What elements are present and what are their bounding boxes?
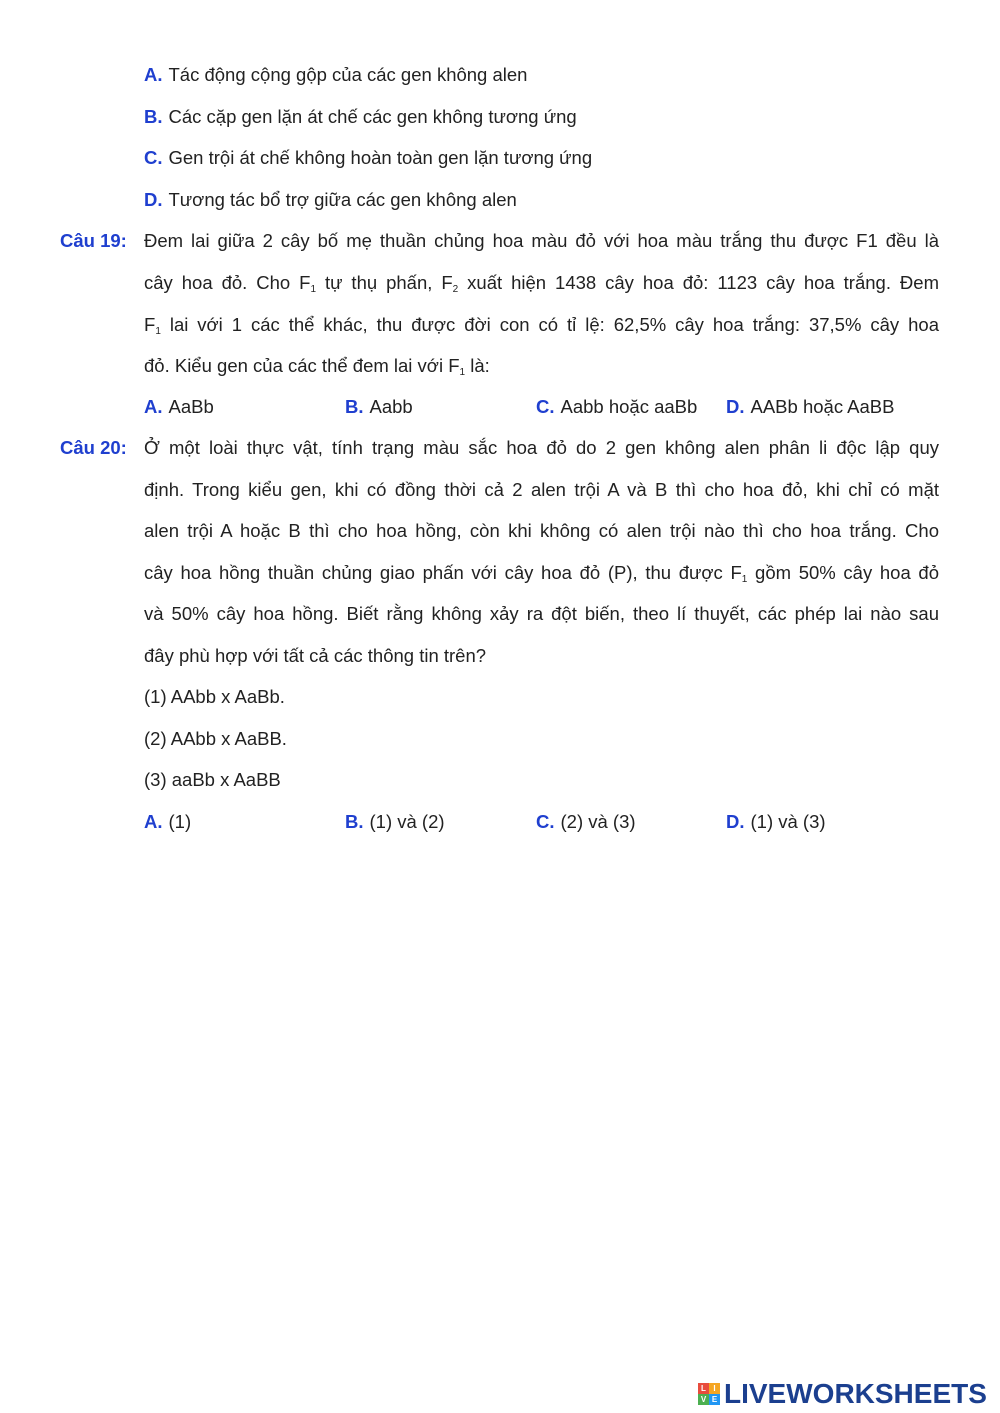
option-text: Các cặp gen lặn át chế các gen không tương ứng — [168, 106, 577, 127]
subscript: 1 — [155, 326, 161, 337]
q20-text: cây hoa hồng thuần chủng giao phấn với cây hoa đỏ (P), thu được F — [144, 562, 742, 583]
option-letter: B. — [345, 811, 364, 832]
option-text: Gen trội át chế không hoàn toàn gen lặn tương ứng — [168, 147, 593, 168]
q20-option-c — [536, 809, 636, 835]
option-text: (2) và (3) — [560, 811, 636, 832]
option-text: (1) và (3) — [750, 811, 826, 832]
option-text: AaBb — [168, 396, 214, 417]
q19-text: F — [144, 314, 156, 335]
logo-letter: L — [698, 1383, 709, 1394]
q20-option-b — [345, 809, 445, 835]
q19-line-3 — [144, 312, 939, 338]
option-letter: A. — [144, 396, 163, 417]
option-letter: D. — [726, 396, 745, 417]
q20-line-1: Ở một loài thực vật, tính trạng màu sắc hoa đỏ do 2 gen không alen phân li độc lập quy — [144, 437, 939, 458]
option-text: Tác động cộng gộp của các gen không alen — [168, 64, 528, 85]
option-letter: C. — [536, 396, 555, 417]
q20-option-a — [144, 809, 191, 835]
q20-item-1: (1) AAbb x AaBb. — [144, 686, 285, 707]
option-letter: C. — [536, 811, 555, 832]
q19-option-d — [726, 394, 895, 420]
logo-letter: E — [709, 1394, 720, 1405]
logo-letter: V — [698, 1394, 709, 1405]
q19-text: là: — [465, 355, 490, 376]
q20-label: Câu 20: — [60, 437, 127, 458]
subscript: 1 — [310, 284, 316, 295]
q18-option-b — [144, 104, 577, 130]
q20-line-3: alen trội A hoặc B thì cho hoa hồng, còn khi không có alen trội nào thì cho hoa trắng. Cho — [144, 520, 939, 541]
q19-text: lai với 1 các thể khác, thu được đời con có tỉ lệ: 62,5% cây hoa trắng: 37,5% cây hoa — [160, 314, 939, 335]
option-letter: B. — [144, 106, 163, 127]
option-text: Aabb — [369, 396, 413, 417]
liveworksheets-logo-text: LIVEWORKSHEETS — [724, 1378, 987, 1409]
option-text: (1) và (2) — [369, 811, 445, 832]
q20-option-d — [726, 809, 826, 835]
q19-line-4 — [144, 353, 490, 379]
q20-text: gồm 50% cây hoa đỏ — [747, 562, 939, 583]
q19-option-c — [536, 394, 697, 420]
logo-letter: I — [709, 1383, 720, 1394]
option-letter: A. — [144, 811, 163, 832]
q19-text: đỏ. Kiểu gen của các thể đem lai với F — [144, 355, 460, 376]
q20-item-2: (2) AAbb x AaBB. — [144, 728, 287, 749]
q19-label: Câu 19: — [60, 230, 127, 251]
q20-line-5: và 50% cây hoa hồng. Biết rằng không xảy ra đột biến, theo lí thuyết, các phép lai nào sau — [144, 603, 939, 624]
option-letter: D. — [144, 189, 163, 210]
q18-option-d — [144, 187, 517, 213]
liveworksheets-logo-icon — [698, 1383, 720, 1405]
option-text: Tương tác bổ trợ giữa các gen không alen — [168, 189, 517, 210]
q19-option-b — [345, 394, 413, 420]
q20-item-3: (3) aaBb x AaBB — [144, 769, 281, 790]
q19-line-1: Đem lai giữa 2 cây bố mẹ thuần chủng hoa màu đỏ với hoa màu trắng thu được F1 đều là — [144, 230, 939, 251]
option-letter: B. — [345, 396, 364, 417]
subscript: 2 — [452, 284, 459, 295]
q20-line-6: đây phù hợp với tất cả các thông tin trên? — [144, 645, 487, 666]
q18-option-c — [144, 145, 592, 171]
q19-line-2 — [144, 270, 939, 296]
option-letter: A. — [144, 64, 163, 85]
subscript: 1 — [459, 367, 466, 378]
option-letter: D. — [726, 811, 745, 832]
option-text: (1) — [168, 811, 192, 832]
q20-line-2: định. Trong kiểu gen, khi có đồng thời cả 2 alen trội A và B thì cho hoa đỏ, khi chỉ có mặt — [144, 479, 939, 500]
q19-text: tự thụ phấn, F — [316, 272, 453, 293]
subscript: 1 — [741, 574, 748, 585]
option-letter: C. — [144, 147, 163, 168]
q19-text: xuất hiện 1438 cây hoa đỏ: 1123 cây hoa trắng. Đem — [458, 272, 939, 293]
q18-option-a — [144, 62, 527, 88]
option-text: Aabb hoặc aaBb — [560, 396, 698, 417]
liveworksheets-logo[interactable] — [698, 1376, 987, 1412]
q19-text: cây hoa đỏ. Cho F — [144, 272, 311, 293]
q19-option-a — [144, 394, 214, 420]
option-text: AABb hoặc AaBB — [750, 396, 895, 417]
q20-line-4 — [144, 560, 939, 586]
